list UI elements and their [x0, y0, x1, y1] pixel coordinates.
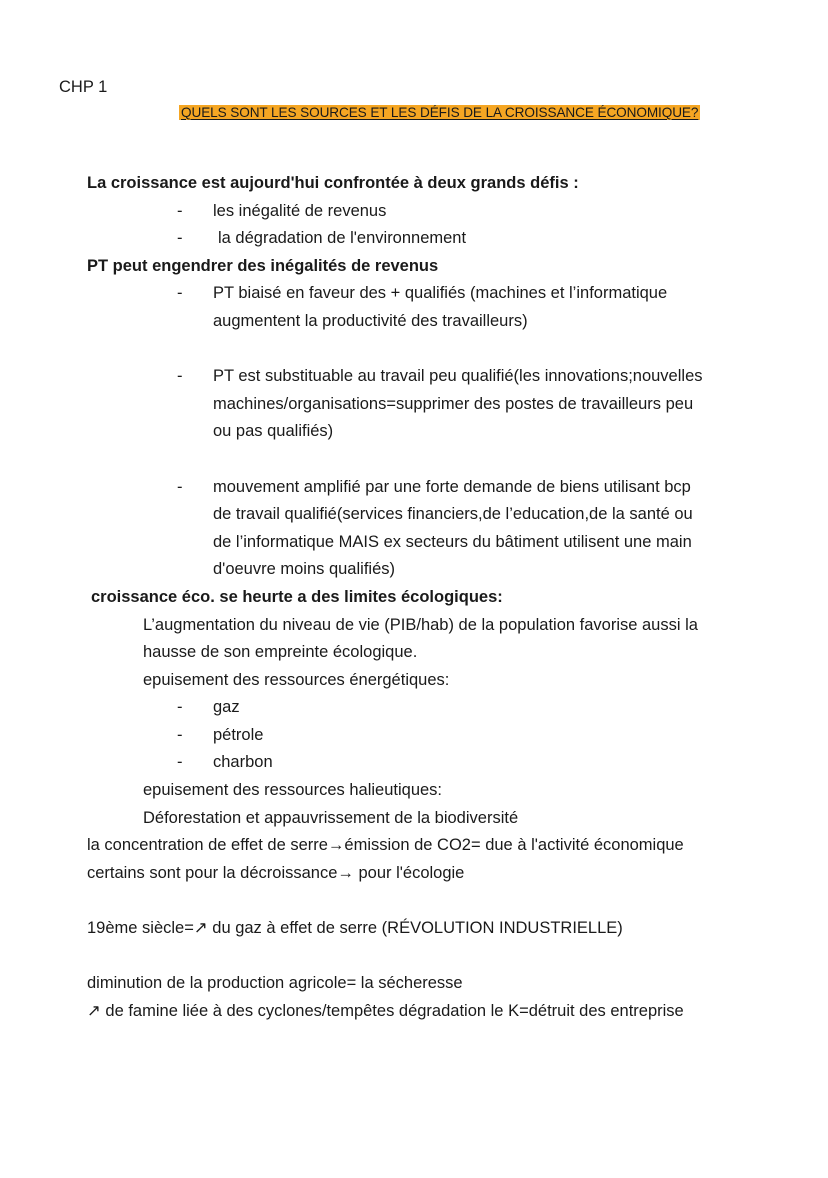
paragraph-line: epuisement des ressources énergétiques: [143, 670, 450, 689]
paragraph-line: L’augmentation du niveau de vie (PIB/hab) de la population favorise aussi la [143, 615, 698, 634]
list-item [0, 198, 828, 226]
bullet-dash: - [177, 477, 183, 496]
section-heading-pt: PT peut engendrer des inégalités de revenus [87, 256, 439, 275]
chapter-label: CHP 1 [59, 78, 108, 96]
list-item-text: charbon [213, 753, 273, 772]
list-item-text: gaz [213, 698, 240, 717]
list-item [0, 474, 828, 502]
paragraph-line: certains sont pour la décroissance→ pour l'écologie [87, 863, 465, 882]
bullet-dash: - [177, 698, 183, 717]
bullet-dash: - [177, 753, 183, 772]
list-item-text: machines/organisations=supprimer des postes de travailleurs peu [213, 394, 694, 413]
spacer [0, 336, 828, 364]
page-title: QUELS SONT LES SOURCES ET LES DÉFIS DE LA CROISSANCE ÉCONOMIQUE? [181, 105, 699, 120]
list-item [0, 694, 828, 722]
note-line: 19ème siècle=↗ du gaz à effet de serre (RÉVOLUTION INDUSTRIELLE) [87, 919, 623, 938]
list-item [0, 225, 828, 253]
list-item [0, 749, 828, 777]
note-line: ↗ de famine liée à des cyclones/tempêtes dégradation le K=détruit des entreprise [87, 1001, 684, 1020]
bullet-dash: - [177, 725, 183, 744]
list-item-text: augmentent la productivité des travailleurs) [213, 311, 528, 330]
list-item [0, 280, 828, 308]
spacer [0, 887, 828, 915]
spacer [0, 446, 828, 474]
paragraph-line: la concentration de effet de serre→émission de CO2= due à l'activité économique [87, 836, 684, 855]
paragraph-line: Déforestation et appauvrissement de la biodiversité [143, 808, 519, 827]
list-item-text: de travail qualifié(services financiers,de l’education,de la santé ou [213, 505, 693, 524]
list-item-text: les inégalité de revenus [213, 201, 387, 220]
bullet-dash: - [177, 367, 183, 386]
section-heading-defis: La croissance est aujourd'hui confrontée à deux grands défis : [87, 174, 579, 192]
list-item-text: ou pas qualifiés) [213, 422, 334, 441]
list-item [0, 722, 828, 750]
paragraph-line: hausse de son empreinte écologique. [143, 643, 418, 662]
title-wrap [179, 99, 700, 127]
list-item-text: pétrole [213, 725, 264, 744]
bullet-dash: - [177, 284, 183, 303]
spacer [0, 943, 828, 971]
bullet-dash: - [177, 229, 183, 248]
list-item-text: mouvement amplifié par une forte demande de biens utilisant bcp [213, 477, 691, 496]
note-line: diminution de la production agricole= la sécheresse [87, 974, 463, 993]
paragraph-line: epuisement des ressources halieutiques: [143, 781, 443, 800]
list-item-text: de l’informatique MAIS ex secteurs du bâtiment utilisent une main [213, 532, 692, 551]
list-item-text: d'oeuvre moins qualifiés) [213, 560, 395, 579]
bullet-dash: - [177, 201, 183, 220]
list-item-text: PT est substituable au travail peu qualifié(les innovations;nouvelles [213, 367, 703, 386]
document-body [0, 170, 828, 1025]
section-heading-ecologie: croissance éco. se heurte a des limites écologiques: [91, 587, 503, 606]
list-item-text: PT biaisé en faveur des + qualifiés (machines et l’informatique [213, 284, 668, 303]
list-item [0, 363, 828, 391]
list-item-text: la dégradation de l'environnement [218, 229, 467, 248]
